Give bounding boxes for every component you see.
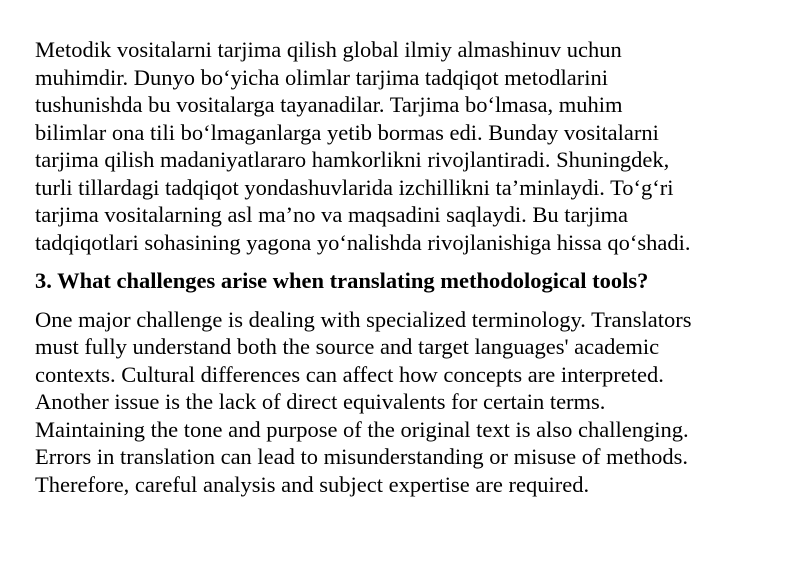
paragraph-line: contexts. Cultural differences can affect how concepts are interpreted.: [35, 361, 664, 387]
paragraph-line: Another issue is the lack of direct equivalents for certain terms.: [35, 389, 606, 414]
paragraph-line: bilimlar ona tili bo‘lmaganlarga yetib bormas edi. Bunday vositalarni: [35, 119, 659, 145]
document-page: [35, 36, 775, 498]
paragraph-line: tushunishda bu vositalarga tayanadilar. Tarjima bo‘lmasa, muhim: [35, 92, 623, 117]
paragraph-line: tarjima qilish madaniyatlararo hamkorlikni rivojlantiradi. Shuningdek,: [35, 147, 670, 172]
paragraph-uzbek-translation-importance: [35, 36, 775, 256]
paragraph-line: Therefore, careful analysis and subject expertise are required.: [35, 471, 590, 497]
section-heading-challenges: 3. What challenges arise when translating methodological tools?: [35, 268, 649, 293]
paragraph-translation-challenges: [35, 306, 775, 499]
paragraph-line: turli tillardagi tadqiqot yondashuvlarida izchillikni ta’minlaydi. To‘g‘ri: [35, 174, 674, 200]
paragraph-line: must fully understand both the source and target languages' academic: [35, 334, 660, 359]
paragraph-line: Maintaining the tone and purpose of the original text is also challenging.: [35, 416, 689, 442]
paragraph-line: Errors in translation can lead to misunderstanding or misuse of methods.: [35, 444, 688, 469]
paragraph-line: One major challenge is dealing with specialized terminology. Translators: [35, 306, 692, 332]
paragraph-line: tadqiqotlari sohasining yagona yo‘nalishda rivojlanishiga hissa qo‘shadi.: [35, 229, 691, 255]
paragraph-line: muhimdir. Dunyo bo‘yicha olimlar tarjima tadqiqot metodlarini: [35, 64, 609, 90]
paragraph-line: tarjima vositalarning asl ma’no va maqsadini saqlaydi. Bu tarjima: [35, 202, 628, 227]
paragraph-line: Metodik vositalarni tarjima qilish global ilmiy almashinuv uchun: [35, 37, 622, 62]
